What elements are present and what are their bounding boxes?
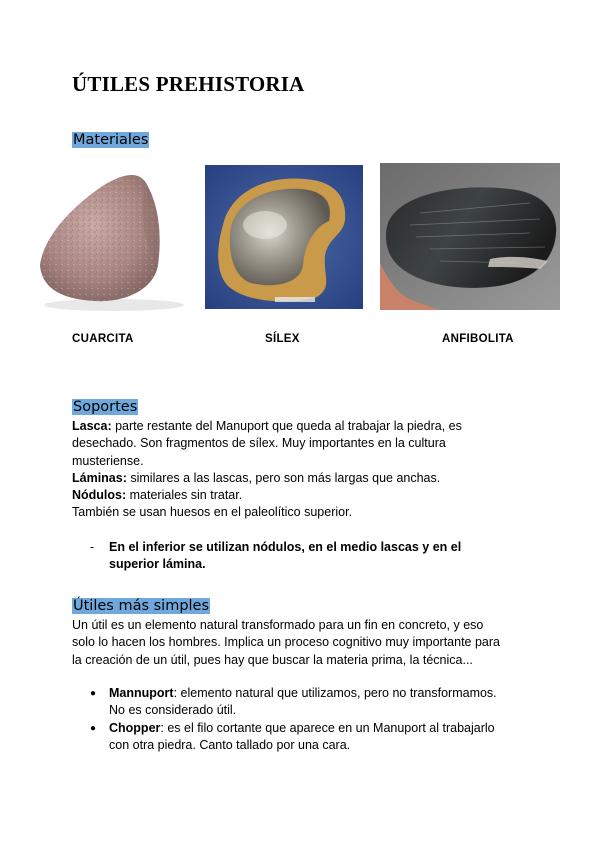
- flint-rock-svg: [205, 165, 363, 309]
- mannuport-text-1: : elemento natural que utilizamos, pero no transformamos.: [173, 686, 497, 700]
- lasca-text-1: parte restante del Manuport que queda al trabajar la piedra, es: [111, 419, 462, 433]
- utiles-paragraph: [72, 617, 542, 669]
- mannuport-line-1: [109, 685, 497, 702]
- laminas-term: Láminas:: [72, 470, 127, 485]
- chopper-text-1: : es el filo cortante que aparece en un Manuport al trabajarlo: [160, 721, 495, 735]
- quartzite-rock-image: [34, 165, 189, 312]
- utiles-heading-text: Útiles más simples: [73, 598, 210, 614]
- amphibolite-rock-svg: [380, 163, 560, 310]
- nodulos-term: Nódulos:: [72, 488, 127, 503]
- dash-bullet-marker: -: [90, 540, 95, 554]
- chopper-bullet: [90, 720, 495, 755]
- nodulos-line: [72, 487, 532, 504]
- nodulos-text: materiales sin tratar.: [126, 488, 243, 503]
- lasca-line-1: [72, 418, 532, 435]
- page-title: ÚTILES PREHISTORIA: [72, 72, 305, 96]
- soportes-heading-text: Soportes: [73, 399, 138, 415]
- flint-rock-image: [205, 165, 363, 309]
- utiles-line-1: Un útil es un elemento natural transformado para un fin en concreto, y eso: [72, 618, 484, 632]
- lasca-line-3: musteriense.: [72, 453, 144, 468]
- soportes-bullet-line-2: superior lámina.: [109, 557, 206, 572]
- soportes-bullet: [90, 539, 462, 574]
- chopper-line-1: [109, 720, 495, 737]
- caption-cuarcita: CUARCITA: [72, 333, 134, 345]
- chopper-line-2: con otra piedra. Canto tallado por una cara.: [109, 738, 351, 753]
- materiales-heading: [72, 130, 149, 150]
- utiles-heading: [72, 596, 210, 616]
- utiles-line-2: solo lo hacen los hombres. Implica un proceso cognitivo muy importante para: [72, 635, 500, 650]
- mannuport-line-2: No es considerado útil.: [109, 703, 237, 718]
- amphibolite-rock-image: [380, 163, 560, 310]
- soportes-bullet-line-1: En el inferior se utilizan nódulos, en el medio lascas y en el: [109, 540, 462, 554]
- mannuport-term: Mannuport: [109, 686, 174, 700]
- materiales-heading-text: Materiales: [73, 132, 149, 148]
- huesos-line: También se usan huesos en el paleolítico superior.: [72, 505, 353, 520]
- lasca-term: Lasca:: [72, 419, 112, 433]
- laminas-text: similares a las lascas, pero son más largas que anchas.: [126, 470, 441, 485]
- laminas-line: [72, 470, 532, 487]
- soportes-heading: [72, 397, 138, 417]
- mannuport-bullet: [90, 685, 497, 720]
- quartzite-rock-svg: [34, 165, 189, 312]
- utiles-line-3: la creación de un útil, pues hay que buscar la materia prima, la técnica...: [72, 652, 473, 667]
- lasca-line-2: desechado. Son fragmentos de sílex. Muy importantes en la cultura: [72, 436, 446, 451]
- caption-silex: SÍLEX: [265, 333, 300, 345]
- soportes-paragraph: [72, 418, 532, 522]
- dot-bullet-marker: ●: [90, 723, 97, 734]
- chopper-term: Chopper: [109, 721, 161, 735]
- caption-anfibolita: ANFIBOLITA: [442, 333, 514, 345]
- dot-bullet-marker: ●: [90, 688, 97, 699]
